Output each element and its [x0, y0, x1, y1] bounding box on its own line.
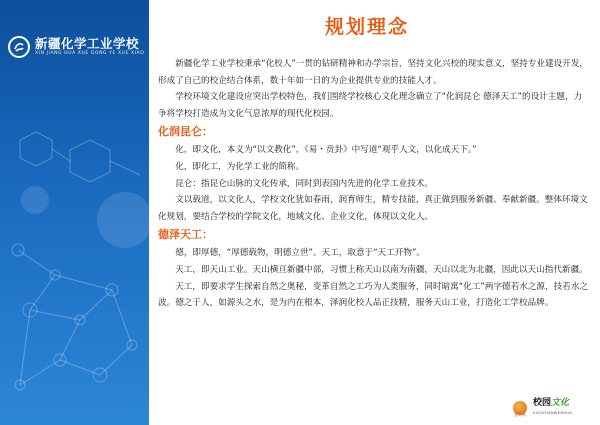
- school-name: 新疆化学工业学校: [35, 36, 140, 51]
- intro-paragraph: 新疆化学工业学校秉承“化校人”一贯的钻研精神和办学宗旨，坚持文化兴校的现实意义，坚持专业建设开发，形成了自己的校企结合体系，数十年如一日的为企业提供专业的技能人才。: [158, 59, 589, 86]
- section-paragraph: 化，即文化，本义为“以文教化”，《易・贲卦》中写道“观乎人文，以化成天下。”: [175, 145, 477, 156]
- footer-brand-accent: 文化: [551, 398, 570, 408]
- left-blue-panel: [0, 0, 149, 425]
- school-logo-block: [8, 34, 144, 60]
- footer-brand-pinyin: XIAOYUANWENHUA: [533, 411, 573, 415]
- school-emblem-icon: [8, 36, 30, 58]
- footer-brand-prefix: 校园: [533, 398, 552, 408]
- section-paragraph: 天工，即天山工业。天山横亘新疆中部，习惯上称天山以南为南疆，天山以北为北疆，因此以天山指代新疆。: [175, 264, 588, 275]
- campus-culture-logo: [513, 397, 593, 419]
- main-content: [158, 56, 590, 312]
- section-heading: 德泽天工：: [158, 228, 213, 242]
- intro-paragraph: 学校环境文化建设应突出学校特色，我们围绕学校核心文化理念确立了“化润昆仑 德泽天工”的设计主题，力争将学校打造成为文化气息浓厚的现代化校园。: [158, 92, 583, 119]
- section-paragraph: 化，即化工，为化学工业的简称。: [175, 161, 305, 172]
- footer-brand: [533, 398, 572, 408]
- section-paragraph: 天工，即要求学生探索自然之奥秘，变革自然之工巧为人类服务，同时暗寓“化工”两字德若水之源，技若水之波。德之于人，如源头之水，是为内在根本，泽润化校人品正技精，服务天山工业，打造化工学校品牌。: [158, 281, 589, 309]
- school-pinyin: XIN JIANG HUA XUE GONG YE XUE XIAO: [35, 51, 145, 56]
- section-heading: 化润昆仑：: [158, 125, 213, 139]
- molecule-pattern: [0, 0, 149, 425]
- section-paragraph: 德，即厚德，“厚德载物，明德立世”。天工，取意于“天工开物”。: [175, 248, 426, 259]
- footer-mark: 墨朵易: [514, 412, 526, 417]
- section-paragraph: 昆仑：指昆仑山脉的文化传承，同时到表国内先进的化学工业技术。: [175, 178, 434, 189]
- page-title: 规划理念: [325, 16, 410, 38]
- section-paragraph: 文以载道，以文化人，学校文化犹如春雨，润育师生，精专技能，真正做到服务新疆、奉献新疆。整体环境文化规划，要结合学校的学院文化，地域文化、企业文化，体现以文化人。: [158, 195, 588, 222]
